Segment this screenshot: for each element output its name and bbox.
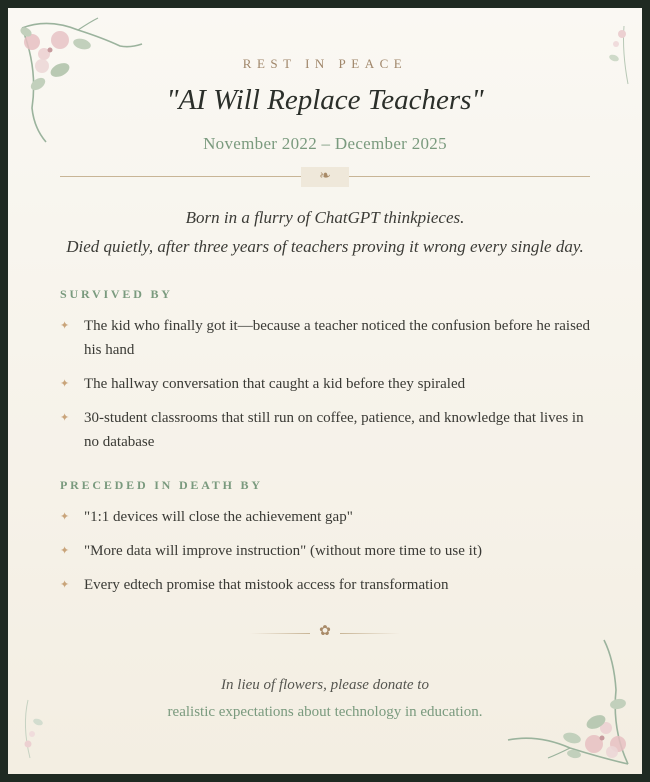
list-item: ✦ "1:1 devices will close the achievement gap" — [60, 505, 592, 529]
obituary-card — [8, 8, 642, 774]
list-item: ✦ The hallway conversation that caught a kid before they spiraled — [60, 372, 592, 396]
star-bullet-icon: ✦ — [60, 579, 70, 591]
ornament-line-left — [250, 633, 310, 634]
star-bullet-icon: ✦ — [60, 545, 70, 557]
star-bullet-icon: ✦ — [60, 412, 70, 424]
preceded-in-death-list — [60, 505, 592, 607]
flower-icon: ✿ — [319, 624, 331, 639]
preceded-in-death-heading: PRECEDED IN DEATH BY — [60, 478, 263, 492]
star-bullet-icon: ✦ — [60, 378, 70, 390]
list-item: ✦ The kid who finally got it—because a teacher noticed the confusion before he raised his hand — [60, 314, 592, 362]
closing-line-1: In lieu of flowers, please donate to — [221, 677, 429, 693]
fleuron-icon: ❧ — [301, 167, 349, 187]
list-item: ✦ Every edtech promise that mistook access for transformation — [60, 573, 592, 597]
date-range: November 2022 – December 2025 — [203, 134, 447, 153]
page-title: "AI Will Replace Teachers" — [166, 84, 484, 116]
eyebrow-label: REST IN PEACE — [242, 56, 408, 71]
survived-by-heading: SURVIVED BY — [60, 287, 173, 301]
star-bullet-icon: ✦ — [60, 320, 70, 332]
ornament-line-right — [340, 633, 400, 634]
floral-corner-bottom-right-icon — [498, 630, 642, 774]
list-item: ✦ 30-student classrooms that still run on coffee, patience, and knowledge that lives in no database — [60, 406, 592, 454]
closing-line-2: realistic expectations about technology in education. — [167, 704, 483, 720]
epitaph-line-1: Born in a flurry of ChatGPT thinkpieces. — [185, 208, 465, 227]
epitaph-line-2: Died quietly, after three years of teachers proving it wrong every single day. — [66, 237, 584, 256]
survived-by-list — [60, 314, 592, 464]
list-item: ✦ "More data will improve instruction" (without more time to use it) — [60, 539, 592, 563]
ornament-divider — [240, 625, 410, 641]
star-bullet-icon: ✦ — [60, 511, 70, 523]
